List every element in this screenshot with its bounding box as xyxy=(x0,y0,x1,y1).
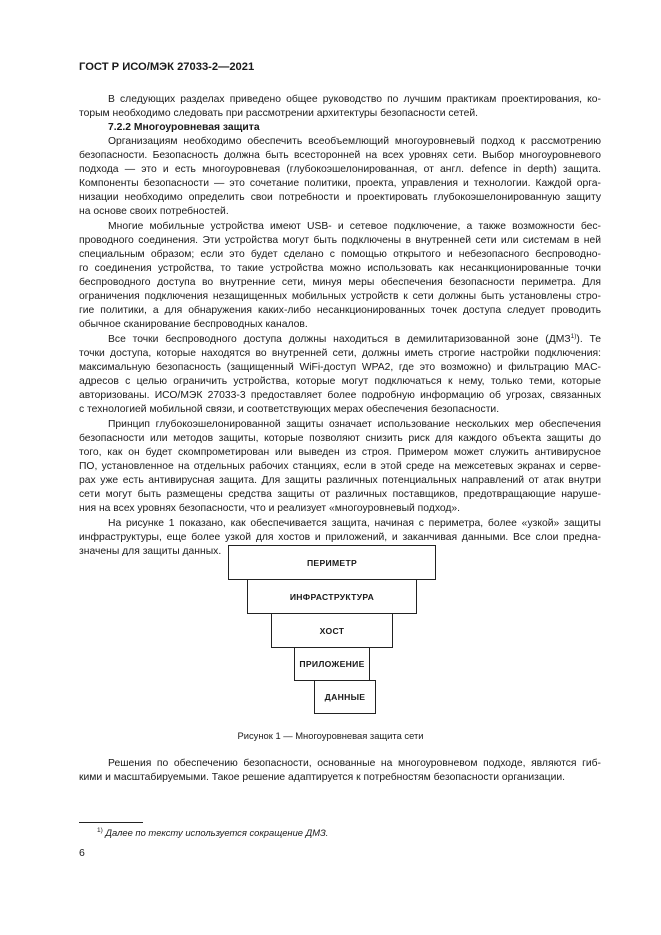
para4-line: рах уже есть антивирусная защита. Для защиты различных потенциальных направлений от атак внутри xyxy=(79,475,601,486)
para2-line: го соединения устройства, то такие устройства можно использовать как несанкционированные точки xyxy=(79,263,601,274)
footnote xyxy=(97,826,328,839)
para2-line: проводного соединения. Эти устройства могут быть подключены в внутренней сети или системам в ней xyxy=(79,235,601,246)
para4-line: ПО, установленное на отдельных рабочих станциях, если в этой среде на межсетевых экранах и серве- xyxy=(79,461,601,472)
footnote-text: Далее по тексту используется сокращение ДМЗ. xyxy=(105,827,329,838)
para4-line: того, как он будет скомпрометирован или выведен из строя. Примером может служить антивирусное xyxy=(79,447,601,458)
para2-line: специальным образом; если это будет сделано с помощью открытого и небезопасного беспроводно- xyxy=(79,249,601,260)
para1-line: Компоненты безопасности — это сочетание политики, проекта, управления и технологии. Каждой орга- xyxy=(79,178,601,189)
page-number: 6 xyxy=(79,847,85,859)
para5-line: значены для защиты данных. xyxy=(79,546,222,557)
layer-application: ПРИЛОЖЕНИЕ xyxy=(294,647,370,681)
para6-line: Решения по обеспечению безопасности, основанные на многоуровневом подходе, являются гиб- xyxy=(108,758,601,769)
para2-line: обычное сканирование беспроводных каналов. xyxy=(79,319,308,330)
footnote-marker: 1) xyxy=(97,827,103,834)
para3-line: с технологией мобильной связи, и соответствующих мерах обеспечения безопасности. xyxy=(79,404,500,415)
layer-host: ХОСТ xyxy=(271,613,393,648)
layer-infrastructure: ИНФРАСТРУКТУРА xyxy=(247,579,417,614)
para4-line: сети могут быть размещены средства защиты от различных поставщиков, предотвращающие наруше- xyxy=(79,489,601,500)
para3-line: максимальную безопасность (защищенный WiFi-доступ WPA2, где это возможно) и фильтрацию MAC- xyxy=(79,362,601,373)
para2-line: гие политики, а для обнаружения каких-либо несанкционированных точек доступа следует проводить xyxy=(79,305,601,316)
para4-line: ния на всех уровнях безопасности, что и реализует «многоуровневый подход». xyxy=(79,503,461,514)
para3-line: авторизованы. ИСО/МЭК 27033-3 предоставляет более подробную информацию об угрозах, связанных xyxy=(79,390,601,401)
para1-line: на основе своих потребностей. xyxy=(79,206,229,217)
intro-line: торым необходимо следовать при рассмотрении архитектуры безопасности сетей. xyxy=(79,108,478,119)
para6-line: кими и масштабируемыми. Такое решение адаптируется к потребностям безопасности организации. xyxy=(79,772,566,783)
para3-line: точки доступа, которые находятся во внутренней сети, должны иметь строгие настройки подключения: xyxy=(79,348,601,359)
para3-first-tail: ). Те xyxy=(576,334,601,345)
footnote-ref: 1) xyxy=(570,333,577,340)
para2-line: беспроводного доступа во внутренние сети, минуя меры обеспечения безопасности периметра. Для xyxy=(79,277,601,288)
para3-line: адресов с целью ограничить устройства, которые могут подключаться к нему, только теми, которые xyxy=(79,376,601,387)
intro-line: В следующих разделах приведено общее руководство по лучшим практикам проектирования, ко- xyxy=(108,94,601,105)
para3-line xyxy=(108,333,601,347)
para5-line: На рисунке 1 показано, как обеспечивается защита, начиная с периметра, более «узкой» защиты xyxy=(108,518,601,529)
para1-line: безопасности. Безопасность должна быть всесторонней на всех уровнях сети. Выбор многоуровневого xyxy=(79,150,601,161)
figure-caption: Рисунок 1 — Многоуровневая защита сети xyxy=(237,730,424,741)
para3-first-text: Все точки беспроводного доступа должны находиться в демилитаризованной зоне (ДМЗ xyxy=(108,334,571,345)
para5-line: инфраструктуры, еще более узкой для хостов и приложений, и заканчивая данными. Все слои предна- xyxy=(79,532,601,543)
para4-line: Принцип глубокоэшелонированной защиты означает использование нескольких мер обеспечения xyxy=(108,419,601,430)
para4-line: безопасности или методов защиты, которые позволяют снизить риск для каждого объекта защиты до xyxy=(79,433,601,444)
layer-data: ДАННЫЕ xyxy=(314,680,376,714)
para1-line: подхода — это и есть многоуровневая (глубокоэшелонированная, от англ. defence in depth) защита. xyxy=(79,164,601,175)
section-heading: 7.2.2 Многоуровневая защита xyxy=(108,122,260,133)
para1-line: Организациям необходимо обеспечить всеобъемлющий многоуровневый подход к рассмотрению xyxy=(108,136,601,147)
layer-perimeter: ПЕРИМЕТР xyxy=(228,545,436,580)
footnote-separator xyxy=(79,822,143,823)
para2-line: Многие мобильные устройства имеют USB- и сетевое подключение, а также возможности бес- xyxy=(108,221,601,232)
para2-line: ограничения подключения незащищенных мобильных устройств к сети должны быть установлены стро- xyxy=(79,291,601,302)
document-header: ГОСТ Р ИСО/МЭК 27033-2—2021 xyxy=(79,61,255,73)
para1-line: низации необходимо определить свои потребности и проектировать глубокоэшелонированную защиту xyxy=(79,192,601,203)
